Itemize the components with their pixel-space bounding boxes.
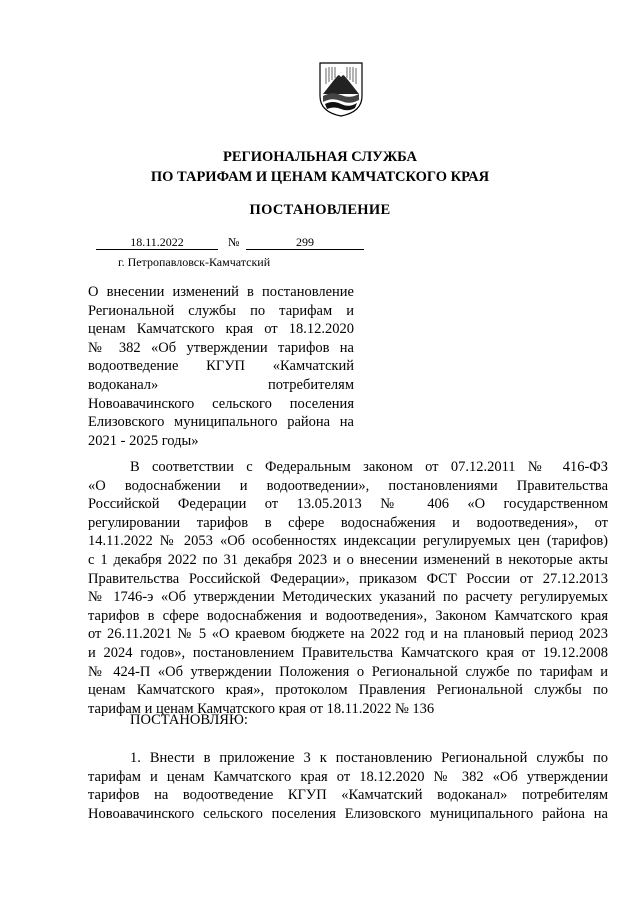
preamble-line: «О водоснабжении и водоотведении», постановлениями Правительства — [88, 477, 608, 494]
preamble-line: с 1 декабря 2022 по 31 декабря 2023 и о внесении изменений в некоторые акты — [88, 551, 608, 568]
organization-title-line-1: РЕГИОНАЛЬНАЯ СЛУЖБА — [222, 149, 418, 165]
preamble-line: ценам Камчатского края», протоколом Правления Региональной службы по — [88, 682, 608, 699]
preamble-line: тарифам и ценам Камчатского края от 18.11.2022 № 136 — [88, 700, 435, 717]
preamble-line: Российской Федерации от 13.05.2013 № 406 «О государственном — [88, 496, 608, 513]
document-subject — [88, 283, 354, 450]
document-date: 18.11.2022 — [96, 235, 218, 250]
preamble-line: В соответствии с Федеральным законом от 07.12.2011 № 416-ФЗ — [130, 459, 608, 475]
subject-line: О внесении изменений в постановление — [88, 284, 354, 300]
number-sign: № — [228, 235, 240, 249]
preamble-paragraph — [88, 458, 608, 718]
subject-line: Новоавачинского сельского поселения — [88, 395, 354, 412]
document-type-heading: ПОСТАНОВЛЕНИЕ — [249, 202, 391, 218]
subject-line: водоотведение КГУП «Камчатский — [88, 358, 354, 375]
clause-1-paragraph — [88, 749, 608, 823]
organization-title-line-2: ПО ТАРИФАМ И ЦЕНАМ КАМЧАТСКОГО КРАЯ — [150, 169, 490, 185]
clause-line: 1. Внести в приложение 3 к постановлению Региональной службы по — [130, 750, 608, 766]
subject-line: Елизовского муниципального района на — [88, 414, 354, 431]
subject-line: 2021 - 2025 годы» — [88, 432, 199, 449]
subject-line: № 382 «Об утверждении тарифов на — [88, 339, 354, 356]
preamble-line: тарифов в сфере водоснабжения и водоотведения», Законом Камчатского края — [88, 607, 608, 624]
preamble-line: № 1746-э «Об утверждении Методических указаний по расчету регулируемых — [88, 589, 608, 606]
clause-line: тарифам и ценам Камчатского края от 18.12.2020 № 382 «Об утверждении — [88, 768, 608, 785]
issue-city: г. Петропавловск-Камчатский — [118, 255, 271, 269]
clause-line: Новоавачинского сельского поселения Елизовского муниципального района на — [88, 805, 608, 822]
document-number: 299 — [246, 235, 364, 250]
subject-line: ценам Камчатского края от 18.12.2020 — [88, 321, 354, 338]
preamble-line: Правительства Российской Федерации», приказом ФСТ России от 27.12.2013 — [88, 570, 608, 587]
preamble-line: № 424-П «Об утверждении Положения о Региональной службе по тарифам и — [88, 663, 608, 680]
kamchatka-coat-of-arms-icon — [318, 60, 364, 118]
preamble-line: регулировании тарифов в сфере водоснабжения и водоотведения», от — [88, 514, 608, 531]
resolve-heading: ПОСТАНОВЛЯЮ: — [130, 712, 248, 728]
preamble-line: 14.11.2022 № 2053 «Об особенностях индексации регулируемых цен (тарифов) — [88, 533, 608, 550]
subject-line: Региональной службы по тарифам и — [88, 302, 354, 319]
subject-line: водоканал» потребителям — [88, 376, 354, 393]
preamble-line: и 2024 годов», постановлением Правительства Камчатского края от 19.12.2008 — [88, 644, 608, 661]
preamble-line: от 26.11.2021 № 5 «О краевом бюджете на 2022 год и на плановый период 2023 — [88, 626, 608, 643]
clause-line: тарифов на водоотведение КГУП «Камчатский водоканал» потребителям — [88, 787, 608, 804]
